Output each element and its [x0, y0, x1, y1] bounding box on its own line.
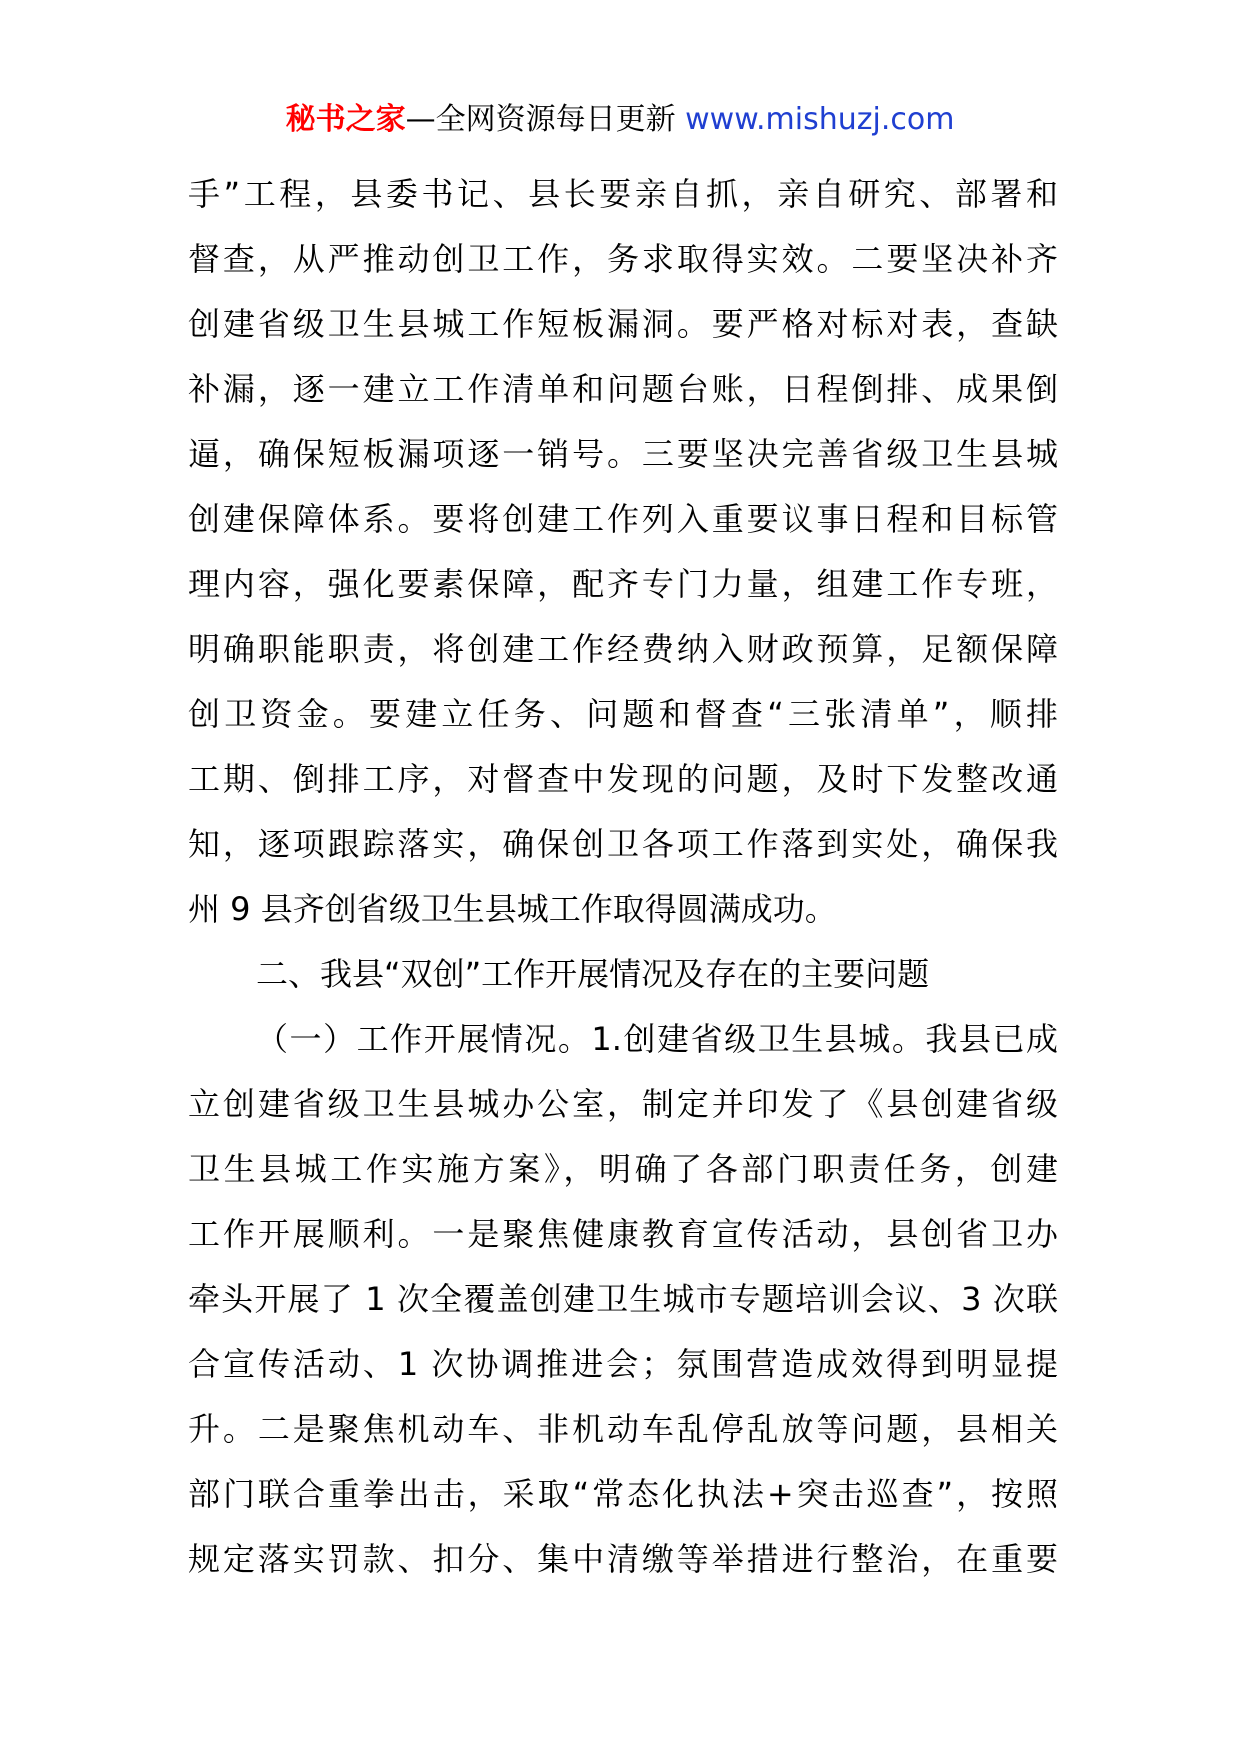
body-line: （一）工作开展情况。1.创建省级卫生县城。我县已成 [256, 1020, 1058, 1058]
body-line: 牵头开展了 1 次全覆盖创建卫生城市专题培训会议、3 次联 [188, 1280, 1058, 1318]
header-tagline: —全网资源每日更新 [405, 102, 686, 137]
body-line: 手”工程，县委书记、县长要亲自抓，亲自研究、部署和 [188, 175, 1058, 213]
body-line: 州 9 县齐创省级卫生县城工作取得圆满成功。 [188, 890, 837, 928]
body-line: 立创建省级卫生县城办公室，制定并印发了《县创建省级 [188, 1085, 1058, 1123]
body-line: 创卫资金。要建立任务、问题和督查“三张清单”，顺排 [188, 695, 1058, 733]
body-line: 创建省级卫生县城工作短板漏洞。要严格对标对表，查缺 [188, 305, 1058, 343]
body-line: 规定落实罚款、扣分、集中清缴等举措进行整治，在重要 [188, 1540, 1058, 1578]
body-line: 工期、倒排工序，对督查中发现的问题，及时下发整改通 [188, 760, 1058, 798]
section-heading: 二、我县“双创”工作开展情况及存在的主要问题 [256, 955, 930, 993]
body-line: 合宣传活动、1 次协调推进会；氛围营造成效得到明显提 [188, 1345, 1058, 1383]
brand-name: 秘书之家 [285, 102, 406, 137]
document-body [188, 162, 1058, 1592]
body-line: 督查，从严推动创卫工作，务求取得实效。二要坚决补齐 [188, 240, 1058, 278]
body-line: 理内容，强化要素保障，配齐专门力量，组建工作专班， [188, 565, 1058, 603]
body-line: 升。二是聚焦机动车、非机动车乱停乱放等问题，县相关 [188, 1410, 1058, 1448]
body-line: 明确职能职责，将创建工作经费纳入财政预算，足额保障 [188, 630, 1058, 668]
body-line: 卫生县城工作实施方案》，明确了各部门职责任务，创建 [188, 1150, 1058, 1188]
body-line: 知，逐项跟踪落实，确保创卫各项工作落到实处，确保我 [188, 825, 1058, 863]
body-line: 创建保障体系。要将创建工作列入重要议事日程和目标管 [188, 500, 1058, 538]
body-line: 逼，确保短板漏项逐一销号。三要坚决完善省级卫生县城 [188, 435, 1058, 473]
watermark-header [0, 100, 1240, 140]
body-line: 补漏，逐一建立工作清单和问题台账，日程倒排、成果倒 [188, 370, 1058, 408]
body-line: 工作开展顺利。一是聚焦健康教育宣传活动，县创省卫办 [188, 1215, 1058, 1253]
site-url-link[interactable]: www.mishuzj.com [685, 102, 955, 137]
body-line: 部门联合重拳出击，采取“常态化执法+突击巡查”，按照 [188, 1475, 1058, 1513]
